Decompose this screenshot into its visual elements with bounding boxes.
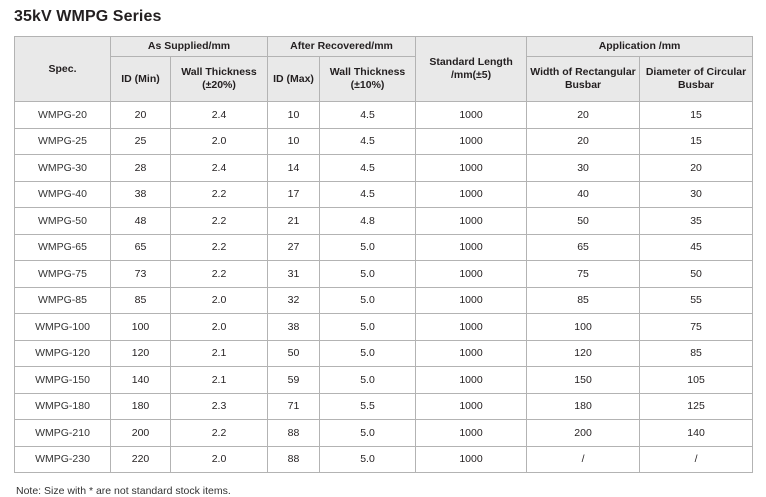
cell-spec: WMPG-40	[15, 181, 111, 208]
cell-width-rect: 85	[527, 287, 640, 314]
table-row	[15, 102, 753, 129]
table-row	[15, 340, 753, 367]
header-row-groups	[15, 37, 753, 57]
cell-wall-supplied: 2.0	[171, 446, 268, 473]
cell-spec: WMPG-85	[15, 287, 111, 314]
cell-id-min: 200	[111, 420, 171, 447]
cell-spec: WMPG-25	[15, 128, 111, 155]
cell-spec: WMPG-120	[15, 340, 111, 367]
cell-standard-length: 1000	[416, 314, 527, 341]
cell-id-max: 32	[268, 287, 320, 314]
table-row	[15, 446, 753, 473]
cell-id-max: 88	[268, 446, 320, 473]
cell-width-rect: 30	[527, 155, 640, 182]
cell-standard-length: 1000	[416, 128, 527, 155]
cell-wall-recovered: 5.0	[320, 261, 416, 288]
cell-id-min: 220	[111, 446, 171, 473]
specification-table	[14, 36, 753, 473]
cell-standard-length: 1000	[416, 102, 527, 129]
cell-width-rect: 75	[527, 261, 640, 288]
cell-width-rect: 100	[527, 314, 640, 341]
cell-wall-recovered: 5.0	[320, 446, 416, 473]
cell-id-max: 38	[268, 314, 320, 341]
cell-diameter-circ: 105	[640, 367, 753, 394]
cell-id-min: 28	[111, 155, 171, 182]
cell-wall-supplied: 2.2	[171, 420, 268, 447]
cell-wall-recovered: 5.5	[320, 393, 416, 420]
header-after-recovered: After Recovered/mm	[268, 37, 416, 57]
cell-wall-recovered: 5.0	[320, 340, 416, 367]
cell-spec: WMPG-230	[15, 446, 111, 473]
cell-wall-supplied: 2.0	[171, 287, 268, 314]
cell-id-min: 85	[111, 287, 171, 314]
table-row	[15, 287, 753, 314]
cell-width-rect: 180	[527, 393, 640, 420]
subheader-id-min: ID (Min)	[111, 57, 171, 102]
header-row-subs	[15, 57, 753, 102]
cell-id-max: 10	[268, 102, 320, 129]
cell-standard-length: 1000	[416, 393, 527, 420]
cell-standard-length: 1000	[416, 181, 527, 208]
cell-id-max: 14	[268, 155, 320, 182]
cell-standard-length: 1000	[416, 261, 527, 288]
cell-diameter-circ: 85	[640, 340, 753, 367]
cell-spec: WMPG-180	[15, 393, 111, 420]
table-row	[15, 208, 753, 235]
cell-id-max: 21	[268, 208, 320, 235]
cell-wall-recovered: 4.5	[320, 155, 416, 182]
cell-wall-supplied: 2.0	[171, 128, 268, 155]
cell-diameter-circ: 20	[640, 155, 753, 182]
cell-spec: WMPG-20	[15, 102, 111, 129]
cell-diameter-circ: 35	[640, 208, 753, 235]
subheader-wall-thickness-supplied: Wall Thickness (±20%)	[171, 57, 268, 102]
subheader-wall-thickness-recovered: Wall Thickness (±10%)	[320, 57, 416, 102]
cell-wall-supplied: 2.0	[171, 314, 268, 341]
header-spec: Spec.	[15, 37, 111, 102]
cell-wall-supplied: 2.4	[171, 155, 268, 182]
cell-wall-recovered: 5.0	[320, 287, 416, 314]
cell-wall-supplied: 2.2	[171, 234, 268, 261]
subheader-id-max: ID (Max)	[268, 57, 320, 102]
cell-id-max: 27	[268, 234, 320, 261]
cell-wall-recovered: 5.0	[320, 234, 416, 261]
cell-wall-supplied: 2.1	[171, 367, 268, 394]
cell-wall-supplied: 2.2	[171, 181, 268, 208]
cell-width-rect: 40	[527, 181, 640, 208]
table-row	[15, 314, 753, 341]
cell-id-min: 140	[111, 367, 171, 394]
table-row	[15, 155, 753, 182]
cell-spec: WMPG-65	[15, 234, 111, 261]
header-as-supplied: As Supplied/mm	[111, 37, 268, 57]
table-body	[15, 102, 753, 473]
cell-diameter-circ: 125	[640, 393, 753, 420]
cell-width-rect: 150	[527, 367, 640, 394]
table-note: Note: Size with * are not standard stock items.	[16, 485, 231, 497]
cell-wall-recovered: 5.0	[320, 367, 416, 394]
cell-id-max: 31	[268, 261, 320, 288]
cell-spec: WMPG-30	[15, 155, 111, 182]
cell-spec: WMPG-210	[15, 420, 111, 447]
cell-standard-length: 1000	[416, 234, 527, 261]
cell-diameter-circ: 140	[640, 420, 753, 447]
cell-spec: WMPG-75	[15, 261, 111, 288]
table-header	[15, 37, 753, 102]
cell-id-min: 100	[111, 314, 171, 341]
table-row	[15, 420, 753, 447]
cell-standard-length: 1000	[416, 446, 527, 473]
table-row	[15, 181, 753, 208]
cell-id-max: 50	[268, 340, 320, 367]
cell-spec: WMPG-100	[15, 314, 111, 341]
cell-id-max: 17	[268, 181, 320, 208]
table-row	[15, 393, 753, 420]
cell-wall-recovered: 5.0	[320, 314, 416, 341]
cell-width-rect: 20	[527, 102, 640, 129]
page-title: 35kV WMPG Series	[14, 8, 162, 25]
cell-wall-supplied: 2.4	[171, 102, 268, 129]
cell-standard-length: 1000	[416, 420, 527, 447]
cell-id-min: 38	[111, 181, 171, 208]
cell-diameter-circ: 45	[640, 234, 753, 261]
cell-wall-supplied: 2.2	[171, 261, 268, 288]
cell-wall-recovered: 4.5	[320, 128, 416, 155]
cell-diameter-circ: /	[640, 446, 753, 473]
cell-id-min: 48	[111, 208, 171, 235]
cell-id-min: 20	[111, 102, 171, 129]
cell-wall-recovered: 4.5	[320, 181, 416, 208]
cell-diameter-circ: 50	[640, 261, 753, 288]
cell-id-min: 73	[111, 261, 171, 288]
cell-wall-supplied: 2.3	[171, 393, 268, 420]
cell-diameter-circ: 15	[640, 102, 753, 129]
cell-id-max: 71	[268, 393, 320, 420]
cell-wall-recovered: 5.0	[320, 420, 416, 447]
cell-width-rect: 120	[527, 340, 640, 367]
header-application: Application /mm	[527, 37, 753, 57]
document-page	[0, 8, 766, 497]
cell-standard-length: 1000	[416, 287, 527, 314]
cell-width-rect: 50	[527, 208, 640, 235]
cell-standard-length: 1000	[416, 208, 527, 235]
cell-wall-supplied: 2.1	[171, 340, 268, 367]
cell-id-min: 25	[111, 128, 171, 155]
cell-id-min: 120	[111, 340, 171, 367]
cell-width-rect: 65	[527, 234, 640, 261]
cell-diameter-circ: 55	[640, 287, 753, 314]
cell-diameter-circ: 30	[640, 181, 753, 208]
cell-wall-recovered: 4.5	[320, 102, 416, 129]
cell-id-min: 180	[111, 393, 171, 420]
cell-standard-length: 1000	[416, 155, 527, 182]
cell-spec: WMPG-150	[15, 367, 111, 394]
cell-wall-recovered: 4.8	[320, 208, 416, 235]
cell-diameter-circ: 15	[640, 128, 753, 155]
cell-width-rect: 20	[527, 128, 640, 155]
cell-id-max: 88	[268, 420, 320, 447]
cell-spec: WMPG-50	[15, 208, 111, 235]
table-row	[15, 367, 753, 394]
subheader-diameter-circular-busbar: Diameter of Circular Busbar	[640, 57, 753, 102]
cell-id-max: 10	[268, 128, 320, 155]
table-row	[15, 128, 753, 155]
header-standard-length: Standard Length /mm(±5)	[416, 37, 527, 102]
cell-width-rect: /	[527, 446, 640, 473]
table-row	[15, 234, 753, 261]
cell-standard-length: 1000	[416, 367, 527, 394]
cell-width-rect: 200	[527, 420, 640, 447]
table-row	[15, 261, 753, 288]
cell-diameter-circ: 75	[640, 314, 753, 341]
subheader-width-rectangular-busbar: Width of Rectangular Busbar	[527, 57, 640, 102]
cell-id-min: 65	[111, 234, 171, 261]
cell-standard-length: 1000	[416, 340, 527, 367]
cell-id-max: 59	[268, 367, 320, 394]
cell-wall-supplied: 2.2	[171, 208, 268, 235]
